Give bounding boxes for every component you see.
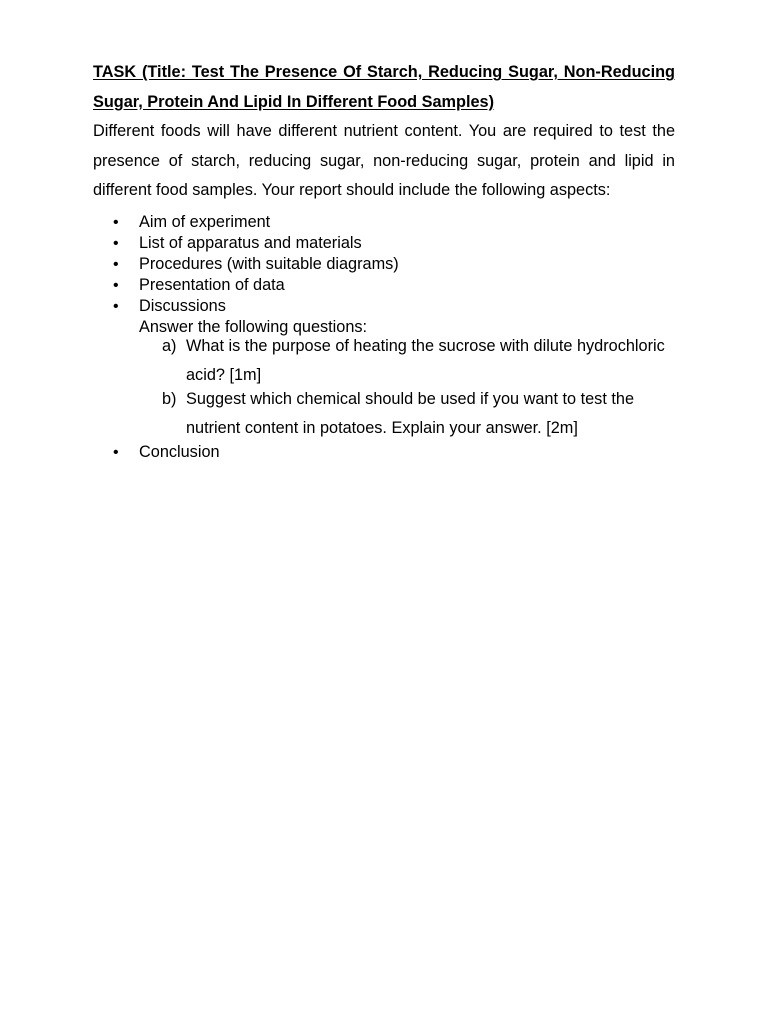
question-text: What is the purpose of heating the sucrose with dilute hydrochloric acid? [1m] (186, 336, 665, 384)
bullet-icon: • (113, 255, 119, 273)
aspects-list (93, 212, 675, 463)
discussion-questions (139, 332, 675, 443)
bullet-icon: • (113, 213, 119, 231)
aspect-label: Conclusion (139, 442, 220, 461)
bullet-icon: • (113, 276, 119, 294)
task-title: TASK (Title: Test The Presence Of Starch, Reducing Sugar, Non-Reducing Sugar, Protein And Lipid In Different Food Samples) (93, 63, 675, 111)
aspect-label: Discussions (139, 296, 226, 315)
aspect-item-procedures (93, 254, 675, 275)
bullet-icon: • (113, 443, 119, 461)
aspect-label: Presentation of data (139, 275, 285, 294)
aspect-label: List of apparatus and materials (139, 233, 362, 252)
aspect-item-presentation (93, 275, 675, 296)
aspect-label: Procedures (with suitable diagrams) (139, 254, 399, 273)
question-letter: a) (162, 336, 177, 355)
aspect-label: Aim of experiment (139, 212, 271, 231)
aspect-item-apparatus (93, 233, 675, 254)
answer-prompt: Answer the following questions: (139, 317, 368, 336)
aspect-item-aim (93, 212, 675, 233)
question-a (139, 332, 675, 390)
aspect-item-conclusion (93, 442, 675, 463)
aspect-item-discussions (93, 296, 675, 443)
task-intro-paragraph: Different foods will have different nutrient content. You are required to test the presence of starch, reducing sugar, non-reducing sugar, protein and lipid in different food samples. Your report should include the following aspects: (93, 122, 675, 199)
bullet-icon: • (113, 234, 119, 252)
document-page (93, 58, 675, 463)
bullet-icon: • (113, 297, 119, 315)
question-letter: b) (162, 389, 177, 408)
question-b (139, 385, 675, 443)
question-text: Suggest which chemical should be used if you want to test the nutrient content in potatoes. Explain your answer. [2m] (186, 389, 634, 437)
